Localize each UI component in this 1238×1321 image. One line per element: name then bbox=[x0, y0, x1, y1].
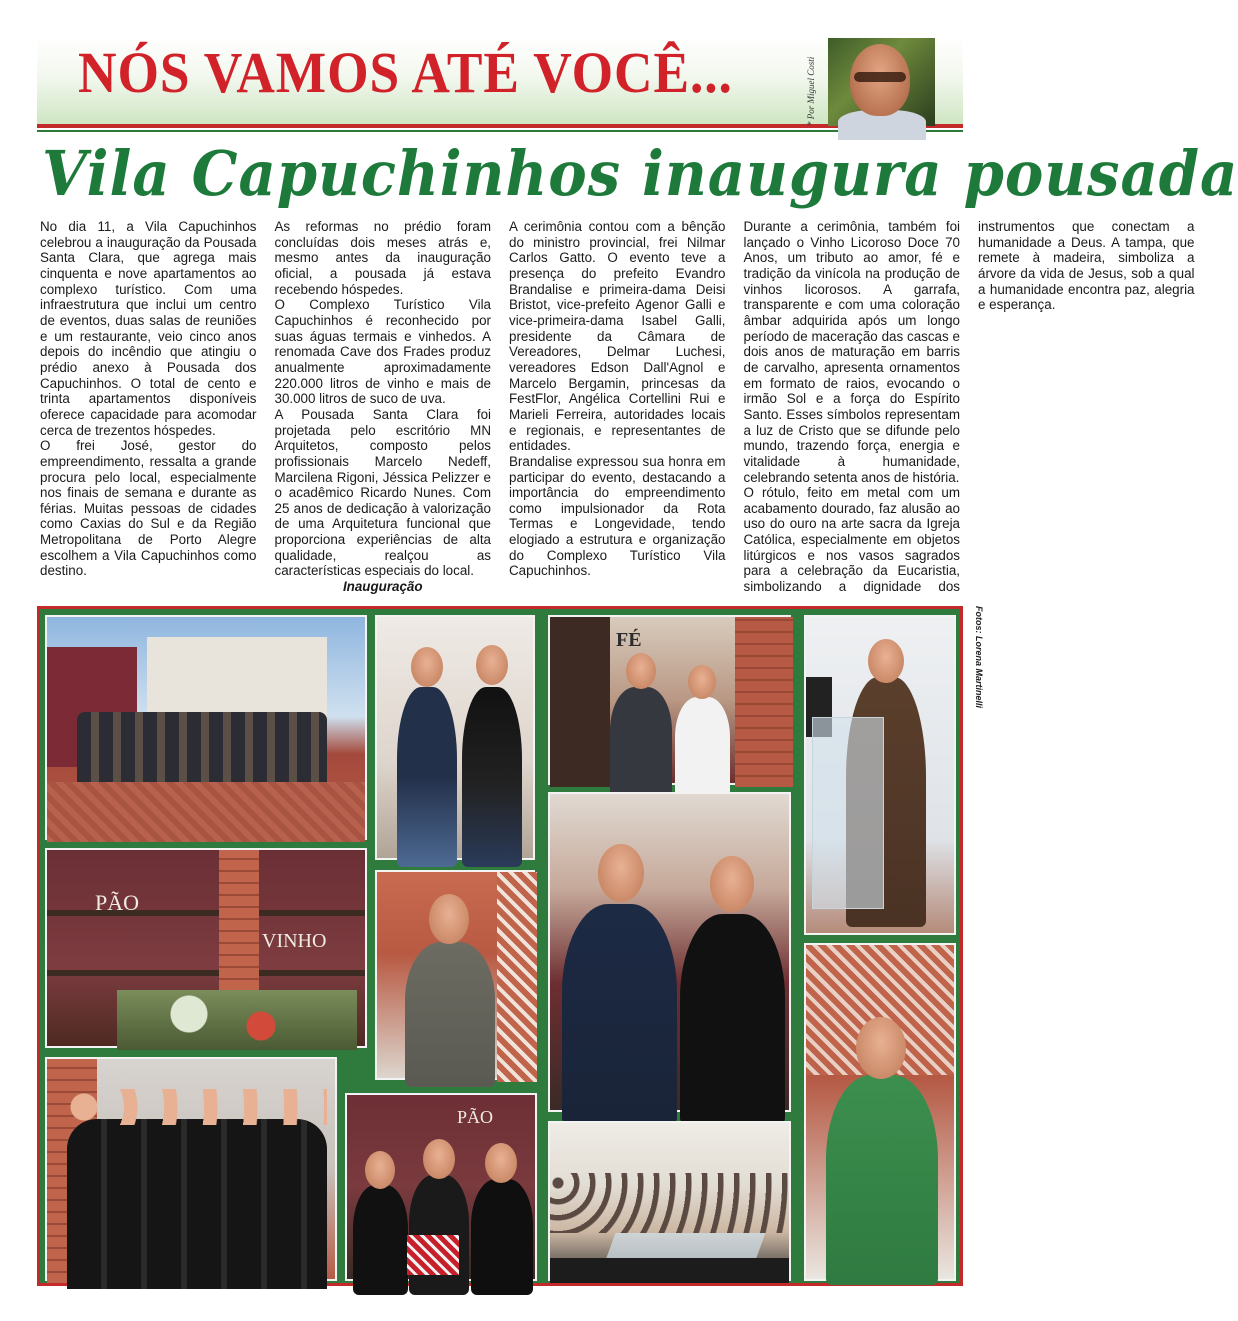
brick-lattice bbox=[497, 872, 537, 1082]
person-head bbox=[710, 856, 754, 912]
person-head bbox=[423, 1139, 455, 1179]
person-head bbox=[411, 647, 443, 687]
audience bbox=[550, 1173, 789, 1233]
group-of-people bbox=[67, 1119, 327, 1289]
brick-column bbox=[735, 617, 793, 787]
photo-event-hall bbox=[548, 1121, 791, 1281]
person-grey-blazer bbox=[405, 942, 495, 1087]
photo-shelves-pao-vinho bbox=[45, 848, 367, 1048]
person-dark-suit bbox=[610, 687, 672, 797]
brick-pavement bbox=[47, 782, 365, 842]
article-paragraph: As reformas no prédio foram concluídas dois meses atrás e, mesmo antes da inauguração oficial, a pousada já estava recebendo hóspedes. bbox=[274, 219, 491, 297]
piano bbox=[550, 1258, 789, 1283]
shelf-sign-pao: PÃO bbox=[457, 1107, 494, 1127]
people-heads bbox=[67, 1089, 327, 1125]
section-title: NÓS VAMOS ATÉ VOCÊ... bbox=[78, 40, 733, 105]
article-paragraph: Brandalise expressou sua honra em participar do evento, destacando a importância do empreendimento como impulsionador da Rota Termas e Longevidade, tendo elogiado a estrutura e organização do Complexo Turístico Vila Capuchinhos. bbox=[509, 453, 726, 579]
shelf bbox=[47, 970, 365, 976]
photo-woman-green-cardigan bbox=[804, 943, 956, 1281]
woven-bag bbox=[407, 1235, 459, 1275]
article-paragraph: A Pousada Santa Clara foi projetada pelo escritório MN Arquitetos, composto pelos profissionais Marcelo Nedeff, Marcilena Rigoni, Jéssica Pelizzer e o acadêmico Ricardo Nunes. Com 25 anos de dedicação à valorização de uma Arquitetura funcional que proporciona experiências de alta qualidade, realçou as características especiais do local. bbox=[274, 406, 491, 579]
article-paragraph: Durante a cerimônia, também foi lançado o Vinho Licoroso Doce 70 Anos, um tributo ao amor, fé e tradição da vinícola na produção de vinhos licorosos. A garrafa, transparente e com uma coloração âmbar adquirida após um longo período de maceração das cascas e dois anos de maturação em barris de carvalho, apresenta ornamentos em formato de raios, evocando o irmão Sol e a força do Espírito Santo. Esses símbolos representam a luz de Cristo que se difunde pelo mundo, trazendo força, energia e vitalidade à humanidade, celebrando setenta anos de história. bbox=[743, 219, 960, 485]
photo-three-women bbox=[345, 1093, 537, 1281]
article-paragraph: O frei José, gestor do empreendimento, ressalta a grande procura pelo local, especialmente nos finais de semana e durante as férias. Muitas pessoas de cidades como Caxias do Sul e da Região Metropolitana de Porto Alegre escolhem a Vila Capuchinhos como destino. bbox=[40, 438, 257, 579]
shelf-sign-pao: PÃO bbox=[95, 890, 140, 915]
bookshelf bbox=[550, 617, 610, 787]
author-byline: * Por Miguel Costi bbox=[806, 56, 816, 126]
food-table-flowers bbox=[117, 990, 357, 1050]
person-head bbox=[485, 1143, 517, 1183]
person-white-jacket bbox=[675, 697, 730, 797]
article-paragraph: No dia 11, a Vila Capuchinhos celebrou a inauguração da Pousada Santa Clara, que agrega mais cinquenta e nove apartamentos ao complexo turístico. Com uma infraestrutura que inclui um centro de eventos, duas salas de reuniões e um restaurante, veio cinco anos depois do incêndio que atingiu o prédio anexo à Pousada dos Capuchinhos. O total de cento e trinta apartamentos disponíveis oferece capacidade para acomodar cerca de trezentos hóspedes. bbox=[40, 219, 257, 438]
photo-two-men bbox=[375, 615, 535, 860]
person-head bbox=[688, 665, 716, 699]
person-head bbox=[598, 844, 644, 902]
header-rule bbox=[37, 130, 963, 132]
glass-lectern bbox=[812, 717, 884, 909]
shelf-sign-vinho: VINHO bbox=[262, 930, 327, 952]
author-glasses bbox=[854, 72, 906, 82]
person-black-cardigan bbox=[680, 914, 785, 1124]
person-head bbox=[365, 1151, 395, 1189]
article-paragraph: A cerimônia contou com a bênção do ministro provincial, frei Nilmar Carlos Gatto. O evento teve a presença do prefeito Evandro Brandalise e primeira-dama Deisi Bristot, vice-prefeito Agenor Galli e vice-primeira-dama Isabel Galli, presidente da Câmara de Vereadores, Delmar Luchesi, vereadores Edson Dall'Agnol e Marcelo Bergamin, princesas da FestFlor, Angélica Cortellini Rui e Marieli Ferreira, autoridades locais e regionais, e representantes de entidades. bbox=[509, 219, 726, 454]
article-headline: Vila Capuchinhos inaugura pousada bbox=[42, 137, 1238, 210]
author-photo bbox=[828, 38, 935, 126]
article-paragraph: O Complexo Turístico Vila Capuchinhos é reconhecido por suas águas termais e vinhedos. A renomada Cave dos Frades produz anualmente aproximadamente 220.000 litros de vinho e mais de 30.000 litros de suco de uva. bbox=[274, 297, 491, 407]
person-head bbox=[476, 645, 508, 685]
article-body bbox=[40, 219, 1195, 602]
person-navy-jacket bbox=[397, 687, 457, 867]
photo-group-toast bbox=[45, 1057, 337, 1281]
person-green-cardigan bbox=[826, 1075, 938, 1285]
person-black-dress bbox=[353, 1185, 408, 1295]
person-head bbox=[429, 894, 469, 944]
friar-head bbox=[868, 639, 904, 683]
photo-couple-smiling bbox=[548, 792, 791, 1112]
photo-man-grey-blazer bbox=[375, 870, 535, 1080]
photo-couple-fe-sign bbox=[548, 615, 791, 785]
person-navy-suit bbox=[562, 904, 677, 1124]
photo-friar-lectern bbox=[804, 615, 956, 935]
person-black-coat bbox=[471, 1179, 533, 1295]
photo-credit: Fotos: Lorena Martinelli bbox=[974, 606, 984, 709]
person-black-jacket bbox=[462, 687, 522, 867]
person-head bbox=[626, 653, 656, 689]
article-subheading: Inauguração bbox=[342, 579, 423, 595]
shelf-sign-fe: FÉ bbox=[616, 629, 642, 651]
photo-group-building bbox=[45, 615, 367, 840]
article-paragraph: O rótulo, feito em metal com um acabamento dourado, faz alusão ao uso do ouro na arte sacra da Igreja Católica, especialmente em objetos litúrgicos e nos vasos sagrados para a celebração da Eucaristia, simbolizando a dignidade dos instrumentos que conectam a humanidade a Deus. A tampa, que remete à madeira, simboliza a árvore da vida de Jesus, sob a qual a humanidade encontra paz, alegria e esperança. bbox=[743, 219, 1195, 595]
group-of-people bbox=[77, 712, 327, 782]
person-head bbox=[856, 1017, 906, 1079]
